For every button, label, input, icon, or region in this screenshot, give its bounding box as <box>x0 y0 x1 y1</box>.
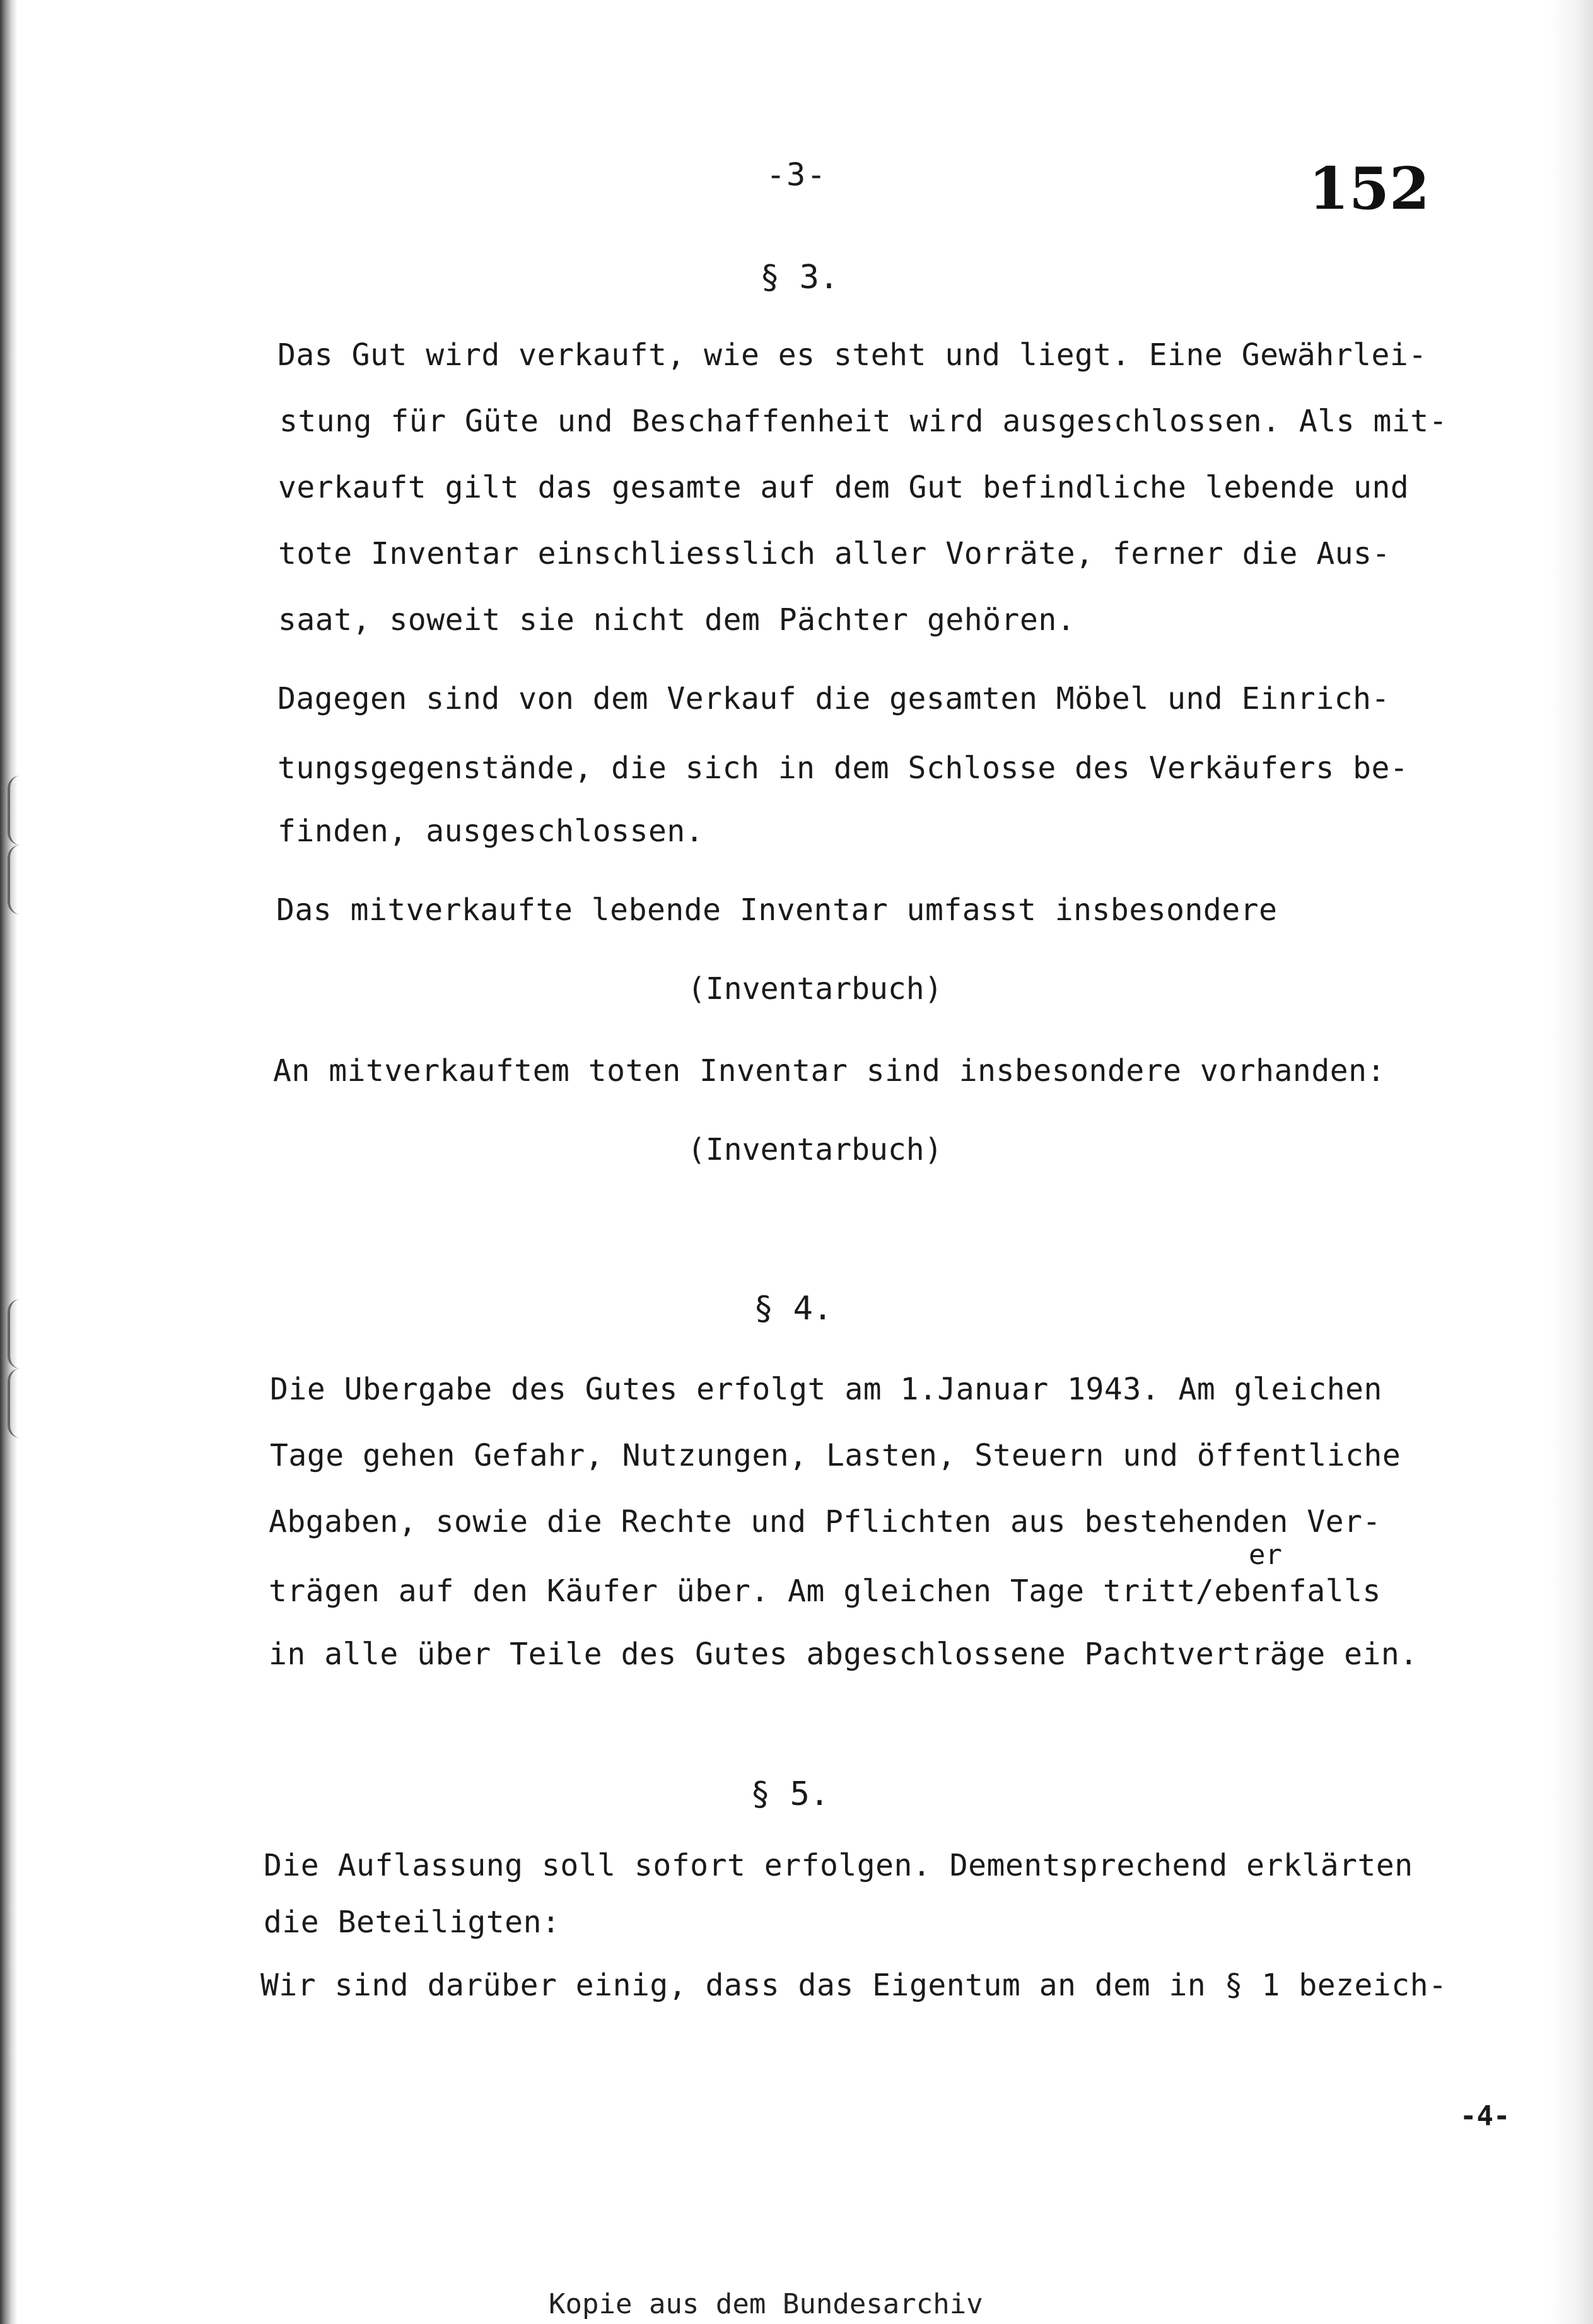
section-3-line: stung für Güte und Beschaffenheit wird ausgeschlossen. Als mit- <box>279 404 1448 439</box>
section-4-heading: § 4. <box>754 1290 833 1328</box>
section-5-heading: § 5. <box>750 1775 830 1813</box>
section-3-line: finden, ausgeschlossen. <box>277 814 704 849</box>
inventory-book-reference: (Inventarbuch) <box>687 971 943 1007</box>
scan-right-edge <box>1549 0 1593 2324</box>
section-3-line: tungsgegenstände, die sich in dem Schlosse des Verkäufers be- <box>277 750 1409 786</box>
binding-hole-mark <box>8 1299 35 1369</box>
archive-folio-number: 152 <box>1309 155 1430 223</box>
handwritten-insertion: er <box>1249 1539 1282 1571</box>
binding-hole-mark <box>8 1369 35 1438</box>
section-3-heading: § 3. <box>760 259 839 296</box>
next-page-marker: -4- <box>1460 2100 1510 2132</box>
scan-left-edge <box>0 0 18 2324</box>
page-number: -3- <box>766 156 827 193</box>
section-5-line: Die Auflassung soll sofort erfolgen. Dementsprechend erklärten <box>264 1848 1413 1883</box>
binding-hole-mark <box>8 845 35 914</box>
section-4-line: Abgaben, sowie die Rechte und Pflichten aus bestehenden Ver- <box>269 1504 1381 1539</box>
section-3-line: Dagegen sind von dem Verkauf die gesamten Möbel und Einrich- <box>277 681 1390 716</box>
inventory-book-reference: (Inventarbuch) <box>687 1132 943 1167</box>
section-5-line: die Beteiligten: <box>264 1905 561 1940</box>
section-4-line: Tage gehen Gefahr, Nutzungen, Lasten, Steuern und öffentliche <box>270 1438 1401 1473</box>
section-3-line: Das mitverkaufte lebende Inventar umfasst insbesondere <box>276 892 1278 928</box>
section-3-line: Das Gut wird verkauft, wie es steht und liegt. Eine Gewährlei- <box>277 337 1427 373</box>
archive-footer: Kopie aus dem Bundesarchiv <box>549 2288 983 2320</box>
section-3-line: tote Inventar einschliesslich aller Vorräte, ferner die Aus- <box>278 536 1391 571</box>
section-3-line: An mitverkauftem toten Inventar sind insbesondere vorhanden: <box>273 1053 1386 1089</box>
section-5-line: Wir sind darüber einig, dass das Eigentum an dem in § 1 bezeich- <box>260 1968 1447 2003</box>
section-4-line: trägen auf den Käufer über. Am gleichen Tage tritt/ebenfalls <box>269 1574 1381 1609</box>
section-4-line: in alle über Teile des Gutes abgeschlossene Pachtverträge ein. <box>269 1637 1418 1672</box>
binding-hole-mark <box>8 776 35 845</box>
section-3-line: saat, soweit sie nicht dem Pächter gehören. <box>278 602 1076 638</box>
section-4-line: Die Ubergabe des Gutes erfolgt am 1.Januar 1943. Am gleichen <box>270 1372 1382 1407</box>
section-3-line: verkauft gilt das gesamte auf dem Gut befindliche lebende und <box>278 470 1409 505</box>
